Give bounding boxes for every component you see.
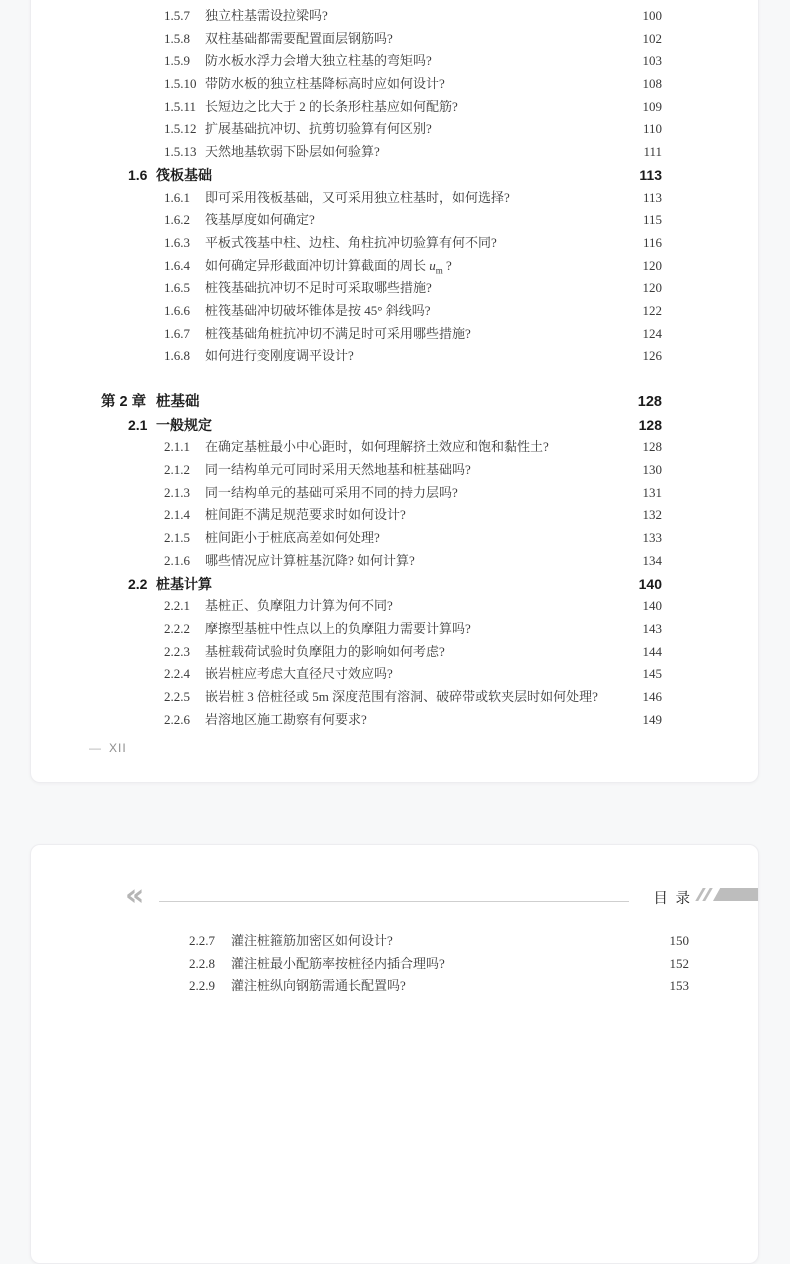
- toc-entry-number: 1.5.10: [164, 76, 197, 92]
- toc-entry-title: 基桩正、负摩阻力计算为何不同?: [205, 598, 393, 614]
- toc-entry-page: 120: [642, 257, 662, 273]
- toc-entry-title: 即可采用筏板基础，又可采用独立柱基时，如何选择?: [205, 189, 510, 205]
- page-header: [125, 878, 758, 913]
- toc-entry-number: 2.1.2: [164, 462, 190, 478]
- toc-entry-number: 2.1: [128, 416, 148, 433]
- toc-entry-number: 2.2.6: [164, 711, 190, 727]
- toc-row: [31, 482, 758, 505]
- toc-entry-page: 115: [642, 212, 662, 228]
- toc-entry-number: 2.1.6: [164, 552, 190, 568]
- toc-entry-number: 2.2.4: [164, 666, 190, 682]
- header-title: 目 录: [653, 891, 692, 907]
- toc-row: [31, 73, 758, 96]
- toc-entry-number: 1.5.12: [164, 121, 197, 137]
- toc-entry-title: 筏基厚度如何确定?: [205, 212, 315, 228]
- toc-row: [31, 141, 758, 164]
- toc-list-page2: [31, 930, 758, 998]
- toc-entry-number: 2.1.5: [164, 530, 190, 546]
- toc-entry-page: 113: [639, 166, 662, 183]
- toc-entry-page: 149: [642, 711, 662, 727]
- header-corner-bar: [713, 888, 758, 901]
- toc-row: [31, 164, 758, 187]
- toc-entry-title: 防水板水浮力会增大独立柱基的弯矩吗?: [205, 53, 432, 69]
- toc-row: [31, 663, 758, 686]
- toc-entry-title: 长短边之比大于 2 的长条形柱基应如何配筋?: [205, 98, 458, 114]
- toc-entry-page: 140: [638, 575, 662, 592]
- toc-entry-number: 1.6.2: [164, 212, 190, 228]
- toc-entry-page: 128: [642, 439, 662, 455]
- toc-entry-number: 2.1.3: [164, 484, 190, 500]
- toc-row: [31, 641, 758, 664]
- toc-entry-number: 1.5.7: [164, 8, 190, 23]
- toc-entry-title: 灌注桩最小配筋率按桩径内插合理吗?: [231, 955, 445, 971]
- toc-row: [31, 50, 758, 73]
- footer-page-number: XII: [109, 741, 127, 755]
- toc-entry-page: 131: [642, 484, 662, 500]
- toc-entry-title: 桩筏基础抗冲切不足时可采取哪些措施?: [205, 280, 432, 296]
- book-page-xii: [30, 0, 759, 783]
- toc-list-page1: [31, 5, 758, 731]
- toc-row: [31, 504, 758, 527]
- toc-entry-title: 嵌岩桩应考虑大直径尺寸效应吗?: [205, 666, 393, 682]
- toc-entry-page: 100: [642, 8, 662, 23]
- toc-row: [31, 573, 758, 596]
- toc-row: [31, 5, 758, 28]
- toc-entry-page: 110: [642, 121, 662, 137]
- toc-entry-page: 124: [642, 325, 662, 341]
- toc-entry-number: 1.6.6: [164, 302, 190, 318]
- toc-entry-title: 桩筏基础冲切破坏锥体是按 45° 斜线吗?: [205, 302, 431, 318]
- toc-row: [31, 953, 758, 976]
- toc-row: [31, 118, 758, 141]
- header-rule-line: [159, 901, 629, 902]
- toc-entry-page: 126: [642, 348, 662, 364]
- toc-entry-number: 1.6.4: [164, 257, 190, 273]
- toc-entry-title: 灌注桩箍筋加密区如何设计?: [231, 933, 393, 948]
- toc-entry-number: 2.2.8: [189, 955, 215, 971]
- toc-entry-page: 128: [637, 394, 662, 410]
- toc-entry-number: 1.5.9: [164, 53, 190, 69]
- toc-entry-number: 2.2.5: [164, 688, 190, 704]
- toc-entry-page: 102: [642, 30, 662, 46]
- toc-entry-number: 1.5.8: [164, 30, 190, 46]
- toc-row: [31, 618, 758, 641]
- toc-row: [31, 255, 758, 278]
- toc-entry-title: 桩基计算: [156, 575, 212, 592]
- toc-entry-page: 128: [638, 416, 662, 433]
- toc-entry-number: 2.2: [128, 575, 148, 592]
- toc-entry-page: 120: [642, 280, 662, 296]
- toc-row: [31, 300, 758, 323]
- toc-row: [31, 232, 758, 255]
- toc-entry-title: 桩筏基础角桩抗冲切不满足时可采用哪些措施?: [205, 325, 471, 341]
- toc-row: [31, 709, 758, 732]
- toc-entry-number: 1.6.3: [164, 234, 190, 250]
- toc-entry-number: 2.2.3: [164, 643, 190, 659]
- toc-entry-page: 143: [642, 620, 662, 636]
- toc-entry-page: 140: [642, 598, 662, 614]
- toc-row: [31, 930, 758, 953]
- toc-entry-title: 筏板基础: [156, 166, 212, 183]
- toc-row: [31, 345, 758, 368]
- toc-row: [31, 686, 758, 709]
- page-footer: [89, 740, 127, 756]
- toc-entry-page: 146: [642, 688, 662, 704]
- toc-entry-page: 130: [642, 462, 662, 478]
- toc-entry-title: 同一结构单元可同时采用天然地基和桩基础吗?: [205, 462, 471, 478]
- toc-entry-page: 134: [642, 552, 662, 568]
- toc-entry-number: 2.2.2: [164, 620, 190, 636]
- toc-entry-page: 113: [642, 189, 662, 205]
- toc-row: [31, 391, 758, 414]
- toc-entry-title: 基桩载荷试验时负摩阻力的影响如何考虑?: [205, 643, 445, 659]
- toc-entry-title: 平板式筏基中柱、边柱、角柱抗冲切验算有何不同?: [205, 234, 497, 250]
- double-chevron-left-icon: «: [125, 878, 145, 913]
- toc-entry-title: 桩间距不满足规范要求时如何设计?: [205, 507, 406, 523]
- toc-entry-title: 桩基础: [156, 394, 200, 410]
- toc-entry-title: 如何确定异形截面冲切计算截面的周长 $u_m$ ?: [205, 257, 452, 276]
- toc-entry-title: 摩擦型基桩中性点以上的负摩阻力需要计算吗?: [205, 620, 471, 636]
- toc-entry-title: 扩展基础抗冲切、抗剪切验算有何区别?: [205, 121, 432, 137]
- toc-row: [31, 595, 758, 618]
- toc-entry-number: 1.6: [128, 166, 148, 183]
- toc-row: [31, 436, 758, 459]
- toc-row: [31, 414, 758, 437]
- toc-entry-title: 双柱基础都需要配置面层钢筋吗?: [205, 30, 393, 46]
- toc-entry-page: 153: [669, 978, 689, 994]
- toc-entry-title: 天然地基软弱下卧层如何验算?: [205, 144, 380, 160]
- toc-entry-page: 109: [642, 98, 662, 114]
- toc-entry-page: 116: [642, 234, 662, 250]
- toc-entry-title: 桩间距小于桩底高差如何处理?: [205, 530, 380, 546]
- book-page-xiii: [30, 844, 759, 1264]
- toc-entry-page: 133: [642, 530, 662, 546]
- toc-entry-number: 1.6.5: [164, 280, 190, 296]
- toc-entry-number: 1.6.1: [164, 189, 190, 205]
- toc-row: [31, 209, 758, 232]
- toc-entry-number: 2.2.9: [189, 978, 215, 994]
- toc-entry-page: 150: [669, 933, 689, 948]
- toc-row: [31, 527, 758, 550]
- toc-entry-page: 144: [642, 643, 662, 659]
- toc-entry-title: 在确定基桩最小中心距时，如何理解挤土效应和饱和黏性土?: [205, 439, 549, 455]
- toc-entry-title: 嵌岩桩 3 倍桩径或 5m 深度范围有溶洞、破碎带或软夹层时如何处理?: [205, 688, 598, 704]
- toc-entry-number: 1.5.11: [164, 98, 197, 114]
- toc-entry-page: 145: [642, 666, 662, 682]
- toc-row: [31, 187, 758, 210]
- toc-entry-title: 独立柱基需设拉梁吗?: [205, 8, 328, 23]
- toc-entry-title: 同一结构单元的基础可采用不同的持力层吗?: [205, 484, 458, 500]
- toc-entry-number: 2.2.7: [189, 933, 215, 948]
- toc-entry-page: 132: [642, 507, 662, 523]
- toc-entry-page: 152: [669, 955, 689, 971]
- toc-entry-number: 2.1.4: [164, 507, 190, 523]
- toc-entry-page: 122: [642, 302, 662, 318]
- toc-row: [31, 323, 758, 346]
- toc-entry-number: 1.5.13: [164, 144, 197, 160]
- toc-entry-title: 带防水板的独立柱基降标高时应如何设计?: [205, 76, 445, 92]
- toc-row: [31, 28, 758, 51]
- toc-entry-number: 2.2.1: [164, 598, 190, 614]
- toc-row: [31, 277, 758, 300]
- toc-row: [31, 550, 758, 573]
- toc-entry-number: 1.6.7: [164, 325, 190, 341]
- toc-entry-title: 岩溶地区施工勘察有何要求?: [205, 711, 367, 727]
- toc-entry-title: 灌注桩纵向钢筋需通长配置吗?: [231, 978, 406, 994]
- toc-row: [31, 96, 758, 119]
- toc-entry-title: 如何进行变刚度调平设计?: [205, 348, 354, 364]
- toc-entry-page: 103: [642, 53, 662, 69]
- toc-entry-number: 第 2 章: [101, 394, 147, 410]
- toc-row: [31, 459, 758, 482]
- toc-entry-number: 2.1.1: [164, 439, 190, 455]
- toc-entry-number: 1.6.8: [164, 348, 190, 364]
- toc-entry-title: 一般规定: [156, 416, 212, 433]
- toc-entry-title: 哪些情况应计算桩基沉降? 如何计算?: [205, 552, 415, 568]
- toc-entry-page: 111: [643, 144, 662, 160]
- toc-entry-page: 108: [642, 76, 662, 92]
- footer-dash: —: [89, 741, 102, 755]
